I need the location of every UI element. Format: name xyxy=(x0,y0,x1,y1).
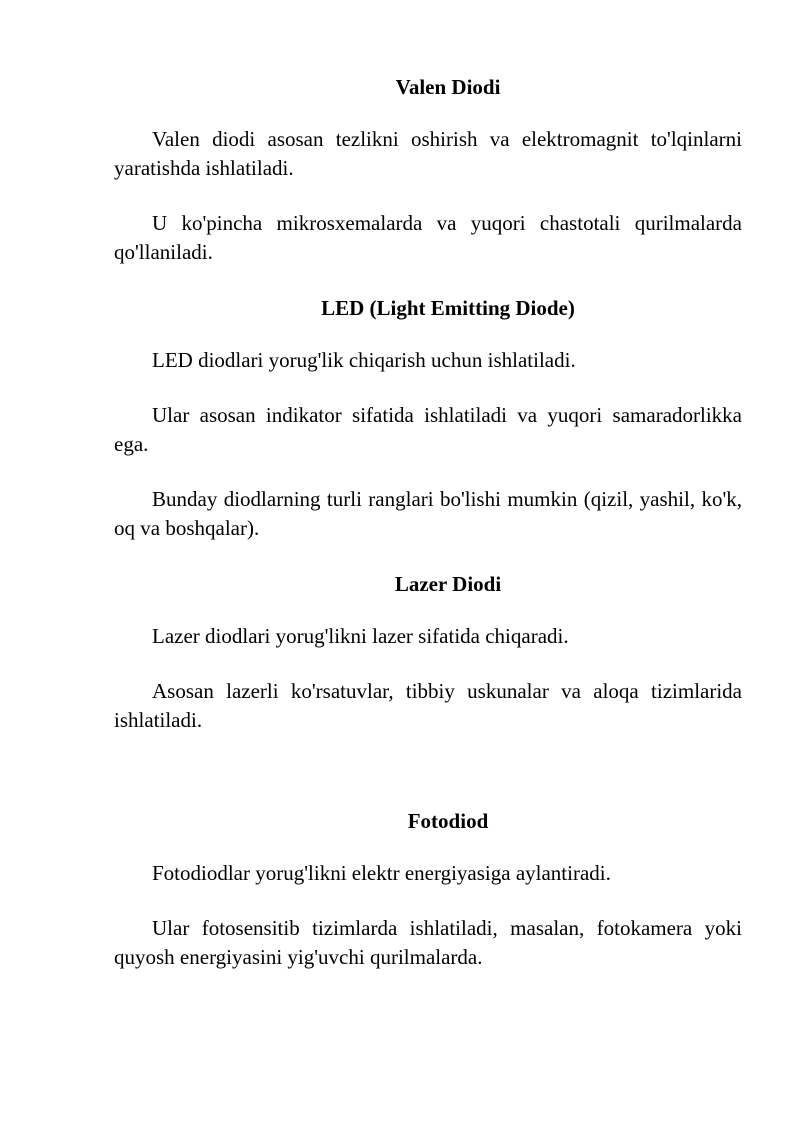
paragraph: Asosan lazerli ko'rsatuvlar, tibbiy uskunalar va aloqa tizimlarida ishlatiladi. xyxy=(114,679,742,732)
section-heading-led: LED (Light Emitting Diode) xyxy=(321,296,575,320)
paragraph: Bunday diodlarning turli ranglari bo'lishi mumkin (qizil, yashil, ko'k, oq va boshqalar). xyxy=(114,487,742,540)
paragraph: Ular fotosensitib tizimlarda ishlatiladi, masalan, fotokamera yoki quyosh energiyasini yig'uvchi qurilmalarda. xyxy=(114,916,742,969)
section-heading-lazer-diodi: Lazer Diodi xyxy=(394,572,502,596)
paragraph: LED diodlari yorug'lik chiqarish uchun ishlatiladi. xyxy=(152,348,576,372)
document-page xyxy=(114,72,742,972)
paragraph: Valen diodi asosan tezlikni oshirish va elektromagnit to'lqinlarni yaratishda ishlatiladi. xyxy=(114,127,742,180)
paragraph: Lazer diodlari yorug'likni lazer sifatida chiqaradi. xyxy=(152,624,569,648)
paragraph: Fotodiodlar yorug'likni elektr energiyasiga aylantiradi. xyxy=(152,861,611,885)
section-heading-fotodiod: Fotodiod xyxy=(407,809,489,833)
paragraph: U ko'pincha mikrosxemalarda va yuqori chastotali qurilmalarda qo'llaniladi. xyxy=(114,211,742,264)
section-heading-valen-diodi: Valen Diodi xyxy=(395,75,501,99)
paragraph: Ular asosan indikator sifatida ishlatiladi va yuqori samaradorlikka ega. xyxy=(114,403,742,456)
